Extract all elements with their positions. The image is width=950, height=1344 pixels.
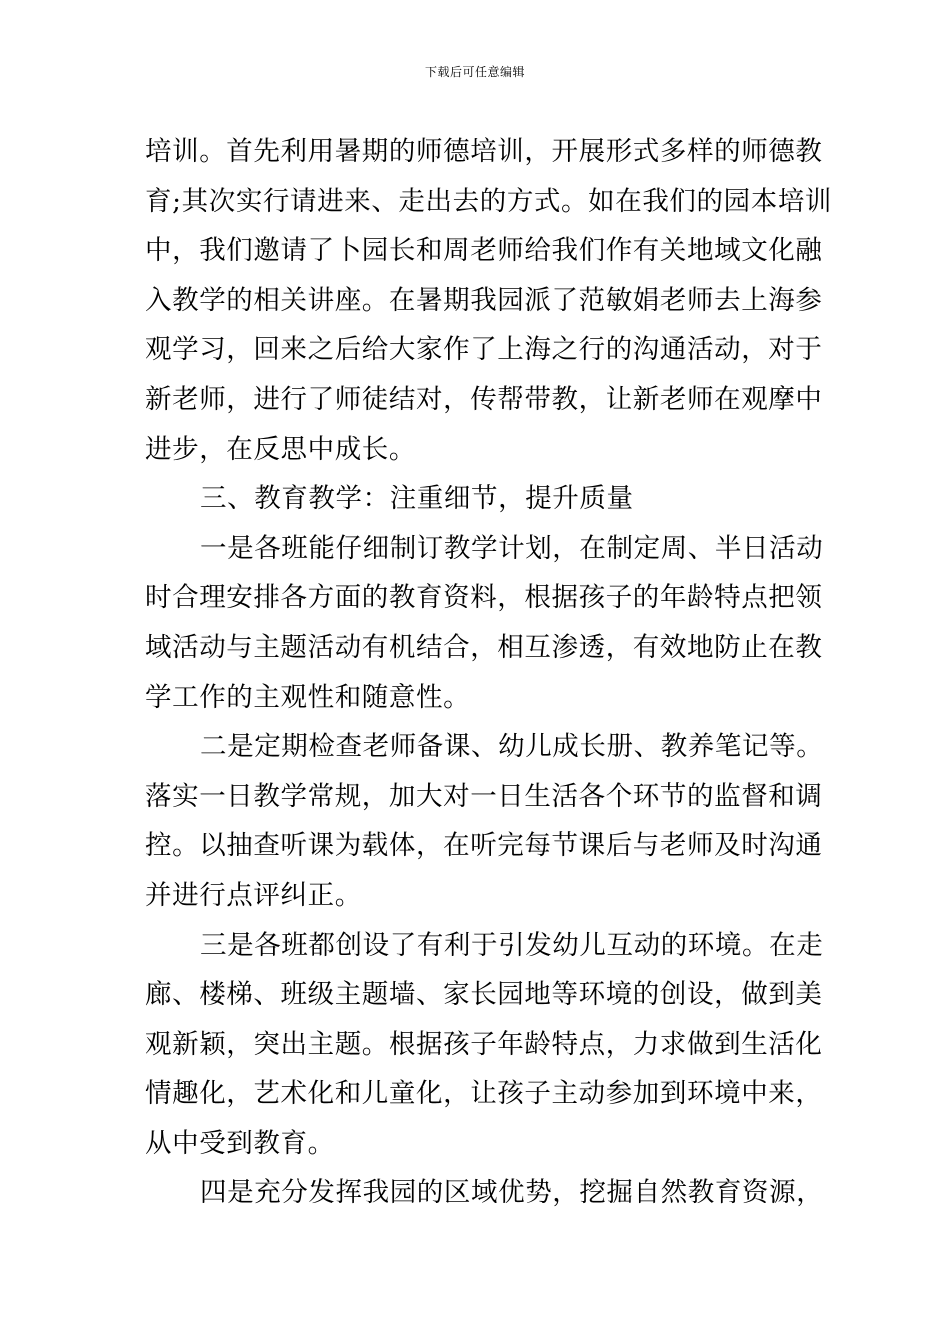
text-line: 入教学的相关讲座。在暑期我园派了范敏娟老师去上海参 [145, 284, 823, 316]
text-line: 控。以抽查听课为载体，在听完每节课后与老师及时沟通 [145, 830, 823, 862]
text-line: 学工作的主观性和随意性。 [145, 681, 471, 713]
document-body [145, 127, 833, 1218]
text-line: 一是各班能仔细制订教学计划，在制定周、半日活动 [200, 532, 824, 564]
text-line: 二是定期检查老师备课、幼儿成长册、教养笔记等。 [200, 731, 824, 763]
text-line: 进步，在反思中成长。 [145, 433, 416, 465]
text-line: 育;其次实行请进来、走出去的方式。如在我们的园本培训 [145, 185, 833, 217]
text-line: 廊、楼梯、班级主题墙、家长园地等环境的创设，做到美 [145, 979, 823, 1011]
page-header: 下载后可任意编辑 [424, 65, 525, 79]
text-line: 培训。首先利用暑期的师德培训，开展形式多样的师德教 [145, 136, 823, 167]
text-line: 中，我们邀请了卜园长和周老师给我们作有关地域文化融 [145, 235, 823, 267]
text-line: 观学习，回来之后给大家作了上海之行的沟通活动，对于 [145, 334, 823, 366]
text-line: 域活动与主题活动有机结合，相互渗透，有效地防止在教 [145, 631, 823, 663]
text-line: 四是充分发挥我园的区域优势，挖掘自然教育资源， [200, 1177, 824, 1209]
text-line: 并进行点评纠正。 [145, 879, 362, 911]
text-line: 时合理安排各方面的教育资料，根据孩子的年龄特点把领 [145, 582, 823, 614]
text-line: 落实一日教学常规，加大对一日生活各个环节的监督和调 [145, 780, 823, 812]
text-line: 从中受到教育。 [145, 1127, 335, 1159]
text-line: 新老师，进行了师徒结对，传帮带教，让新老师在观摩中 [145, 383, 823, 415]
section-heading: 三、教育教学：注重细节，提升质量 [200, 483, 634, 515]
text-line: 观新颖，突出主题。根据孩子年龄特点，力求做到生活化 [145, 1028, 823, 1060]
text-line: 情趣化，艺术化和儿童化，让孩子主动参加到环境中来， [145, 1078, 823, 1110]
text-line: 三是各班都创设了有利于引发幼儿互动的环境。在走 [200, 929, 824, 961]
